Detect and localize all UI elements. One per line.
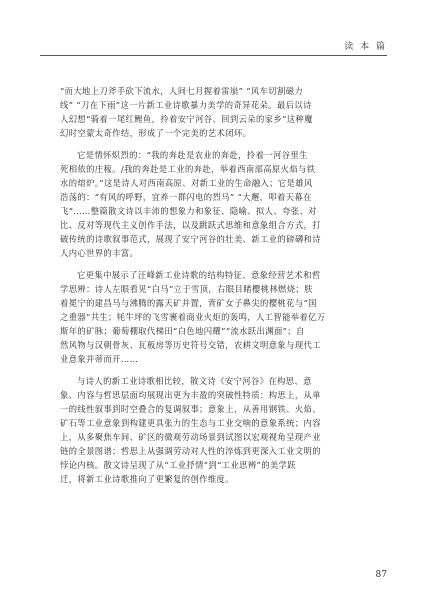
running-header: 读 本 篇 <box>344 42 387 52</box>
paragraph <box>60 268 379 366</box>
text-line: 矿石等工业意象到构建更具张力的生态与工业交响的意象系统；内容 <box>60 418 321 428</box>
text-line: 迁，将新工业诗歌推向了更繁复的创作维度。 <box>60 474 234 484</box>
text-line: 与诗人的新工业诗歌相比较，散文诗《安宁河谷》在构思、意 <box>77 376 312 386</box>
text-line: 上，从多聚焦车间、矿区的微观劳动场景到试图以宏观视角呈现产业 <box>60 432 321 442</box>
paragraph <box>60 84 379 140</box>
text-line: 一的线性叙事到时空叠合的复调叙事；意象上，从善用钢铁、火焰、 <box>60 404 321 414</box>
text-line: 它更集中展示了汪峰新工业诗歌的结构特征、意象经营艺术和哲 <box>77 270 321 280</box>
text-line: 人幻想“骑着一尾红鲤鱼，拎着安宁河谷、回到云朵的家乡”这种魔 <box>60 114 313 124</box>
text-line: 业意象并蒂而开…… <box>60 354 139 364</box>
text-line: 象、内容与哲思层面均展现出更为丰盈的突破性特质：构思上，从单 <box>60 390 321 400</box>
paragraph <box>60 374 379 486</box>
page-number: 87 <box>375 570 387 580</box>
text-line: 幻时空蒙太奇作结，形成了一个完美的艺术闭环。 <box>60 128 252 138</box>
text-line: 斯年的矿脉；葡萄棚取代梯田“白色地闪耀”“流水跃出渊面”；自 <box>60 326 305 336</box>
header-rule <box>40 55 387 56</box>
text-line: “而大地上刀斧手砍下流水，人间七月握着雷崩” “风车切割磁力 <box>60 86 304 96</box>
text-line: 悖论内核。散文诗呈现了从“工业抒情”到“工业思辨”的美学跃 <box>60 460 296 470</box>
text-line: 飞”……整篇散文诗以丰沛的想象力和象征、隐喻、拟人、夸张、对 <box>60 206 317 216</box>
text-line: 水的熔炉。”这是诗人对西南高原、对新工业的生命融入；它是雄风 <box>60 178 313 188</box>
text-line: 之重器”共生；牦牛坪的飞雪裹着商业火炬的轰鸣，人工智能举着亿万 <box>60 312 326 322</box>
text-line: 人内心世界的丰富。 <box>60 248 139 258</box>
text-line: 比、反对等现代主义创作手法，以及跳跃式思维和意象组合方式，打 <box>60 220 321 230</box>
text-line: 链的全景图谱；哲思上从强调劳动对人性的淬炼到更深入工业文明的 <box>60 446 321 456</box>
text-line: 学思辨：诗人左眼看见“白马”立于雪顶，右眼目睹樱桃林燃烧；肤 <box>60 284 313 294</box>
text-line: 破传统的诗歌叙事范式，展现了安宁河谷的壮美、新工业的磅礴和诗 <box>60 234 321 244</box>
text-line: 着冕宁的建昌马与沸腾的露天矿并置，背矿女子鼻尖的樱桃花与“国 <box>60 298 317 308</box>
text-line: 然风物与汉朝骨灰、瓦板房等历史符号交错，农耕文明意象与现代工 <box>60 340 321 350</box>
paragraph <box>60 148 379 260</box>
text-line: 浩荡的：“有风的呼野，宜养一群闪电的烈马” “大邂，叩着天幕在 <box>60 192 312 202</box>
text-line: 它是情怀炽烈的：“我的奔赴是农业的奔赴，拎着一河谷里生 <box>77 150 308 160</box>
text-line: 死相依的庄稼。/我的奔赴是工业的奔赴，举着西南部高原火焰与铁 <box>60 164 316 174</box>
text-line: 线” “刀在下雨”这一片新工业诗歌暴力美学的奇异花朵。最后以诗 <box>60 100 312 110</box>
body-text <box>60 84 379 494</box>
